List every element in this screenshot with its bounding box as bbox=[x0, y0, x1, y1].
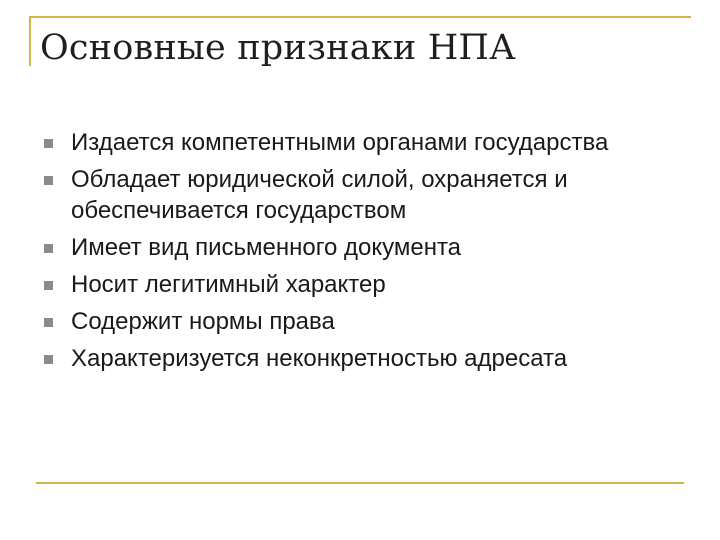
bullet-text: Характеризуется неконкретностью адресата bbox=[71, 345, 568, 372]
title-frame-left-line bbox=[29, 16, 31, 66]
bullet-item bbox=[44, 164, 684, 226]
bullet-text: Имеет вид письменного документа bbox=[71, 234, 462, 261]
square-bullet-icon bbox=[44, 244, 53, 253]
bullet-item bbox=[44, 269, 684, 300]
bullet-item bbox=[44, 306, 684, 337]
square-bullet-icon bbox=[44, 139, 53, 148]
bullet-item bbox=[44, 343, 684, 374]
bullet-list bbox=[44, 127, 684, 380]
slide-title: Основные признаки НПА bbox=[40, 28, 516, 68]
square-bullet-icon bbox=[44, 281, 53, 290]
bullet-text: Носит легитимный характер bbox=[71, 271, 386, 298]
square-bullet-icon bbox=[44, 355, 53, 364]
bullet-item bbox=[44, 232, 684, 263]
bullet-text: Обладает юридической силой, охраняется и обеспечивается государством bbox=[71, 166, 568, 224]
bullet-text: Издается компетентными органами государства bbox=[71, 129, 609, 156]
bottom-divider-line bbox=[36, 482, 684, 484]
square-bullet-icon bbox=[44, 318, 53, 327]
bullet-item bbox=[44, 127, 684, 158]
square-bullet-icon bbox=[44, 176, 53, 185]
title-frame-top-line bbox=[29, 16, 691, 18]
bullet-text: Содержит нормы права bbox=[71, 308, 335, 335]
